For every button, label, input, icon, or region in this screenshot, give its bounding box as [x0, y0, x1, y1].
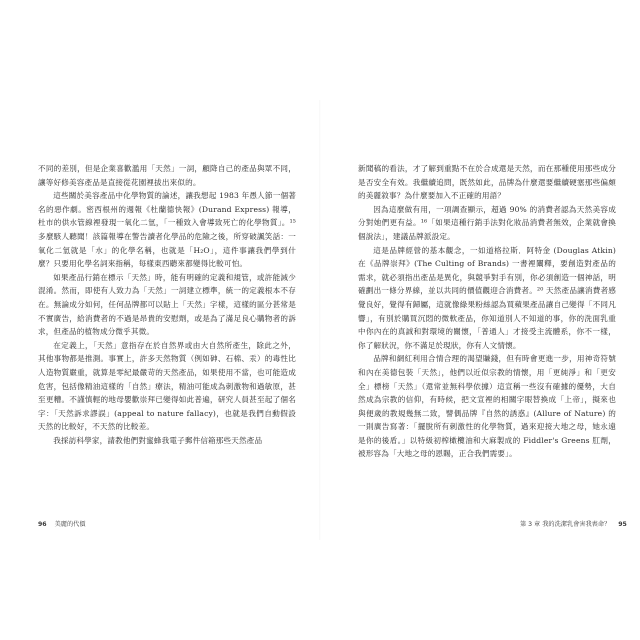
left-page-body [38, 162, 296, 447]
right-page-body [358, 162, 616, 461]
right-page-footer [520, 521, 627, 529]
right-running-head: 第 3 章 我的洗潔乳會害我喪命？ [520, 521, 611, 528]
left-page-footer [38, 521, 86, 529]
left-paragraph-5: 我採訪科學家，請教他們對蜜蜂我電子郵件信箱那些天然產品 [53, 435, 263, 445]
left-paragraph-2: 這些關於美容產品中化學物質的論述，讓我想起 1983 年愚人節一個著名的惡作劇。密西根州的週報《杜蘭德快報》(Durand Express) 報導，杜市的供水管線裡發現一氧化二氫，「一種致入會導致死亡的化學物質」。¹⁵ 多麼駭人聽聞！該篇報導在警告讀者化學品的危險之後，所穿破諷笑話：一氧化二氫就是「水」的化學名稱，也就是「H₂O」，這件事讓我們學到什麼？只要用化學名詞來指稱，每樣東西聽來都變得比較可怕。 [38, 191, 296, 269]
right-page-number: 95 [618, 521, 627, 528]
left-paragraph-3: 如果產品行銷在標示「天然」時，能有明確的定義和規管，或許能減少混淆。然而，即使有人致力為「天然」一詞建立標準，統一的定義根本不存在。無論成分如何，任何品牌都可以貼上「天然」字樣，這樣的區分甚常是不實廣告，給消費者的不過是昂貴的安慰劑，或是為了滿足良心購物者的訴求，但產品的植物成分微乎其微。 [38, 272, 296, 337]
book-spine-shadow [319, 100, 321, 540]
left-paragraph-4: 在定義上，「天然」意指存在於自然界或由大自然所產生，除此之外，其他事物都是推測。事實上，許多天然物質（例如砷、石棉、汞）的毒性比人造物質嚴重，就算是零紀最嚴苛的天然產品，如果使用不當，也可能造成危害，包括像精油這樣的「自然」療法，精油可能成為刺激物和過敏原，甚至更糟。不謹慎輕的地母嬰歡崇拜已變得如此普遍，研究人員甚至起了個名字：「天然訴求謬誤」(appeal to nature fallacy)，也就是我們自動假設天然的比較好，不天然的比較差。 [38, 340, 296, 432]
right-paragraph-1: 新聞稿的看法，才了解到重點不在於合成還是天然，而在那種使用那些成分是否安全有效。我繼續追問，既然如此，品牌為什麼還要繼續硬塞那些偏頗的美麗敘事？為什麼要加入不正確的用語？ [358, 164, 616, 201]
left-page-number: 96 [38, 521, 47, 528]
left-running-head: 美麗的代價 [54, 521, 86, 528]
right-paragraph-3: 這是品牌經營的基本觀念，一如道格拉斯．阿特金 (Douglas Atkin) 在《品牌崇拜》(The Culting of Brands) 一書裡闡釋，要創造對產品的需求，就必須指出產品是異化，與競爭對手有別，你必須創造一個神話，明確劃出一條分界線，並以共同的價值觀迎合消費者。²⁰ 天然產品讓消費者感覺良好，覺得有歸屬，這就像綠果粉絲認為買蘋果產品讓自己變得「不同凡響」，有別於購買沉悶的微軟產品，你知道別人不知道的事，你的洗面乳重中你內在的真誠和對環境的關懷，「普通人」才接受主流體系，你不一樣，你了解狀況，你不滿足於現狀，你有人文情懷。 [358, 245, 616, 350]
left-paragraph-1: 不同的差別，但是企業喜歡濫用「天然」一詞，顧降自己的產品與眾不同，讓等好修美容產品是直接從花園裡拔出來似的。 [38, 164, 296, 187]
right-paragraph-4: 品牌和網紅利用合情合理的渴望賺錢，但有時會更進一步，用神奇符號和內在美德包裝「天然」，他們以近似宗教的情懷，用「更純淨」和「更安全」標榜「天然」（還常並無科學依據）這宣稱一些沒有確據的優勢，大自然成為宗教的信仰，有時候，把文宣裡的相關字眼替換成「上帝」，擬來也與便歲的教規幾無二致，譬偶品牌『自然的誘惑』(Allure of Nature) 的一則廣告寫著：「擺脫所有刺激性的化學物質，過來迎接大地之母，她永遠是你的後盾。」以特級初榨橄欖油和大麻製成的 Fiddler's Greens 肛劑，被形容為「大地之母的恩賜，正合我們需要」。 [358, 354, 616, 459]
right-paragraph-2: 因為這麼做有用，一項調查顯示，超過 90% 的消費者認為天然美容成分對她們更有益。¹⁶「如果這種行銷手法對化妝品消費者無效，企業就會換個說法」，建議品牌派設定。 [358, 204, 616, 241]
